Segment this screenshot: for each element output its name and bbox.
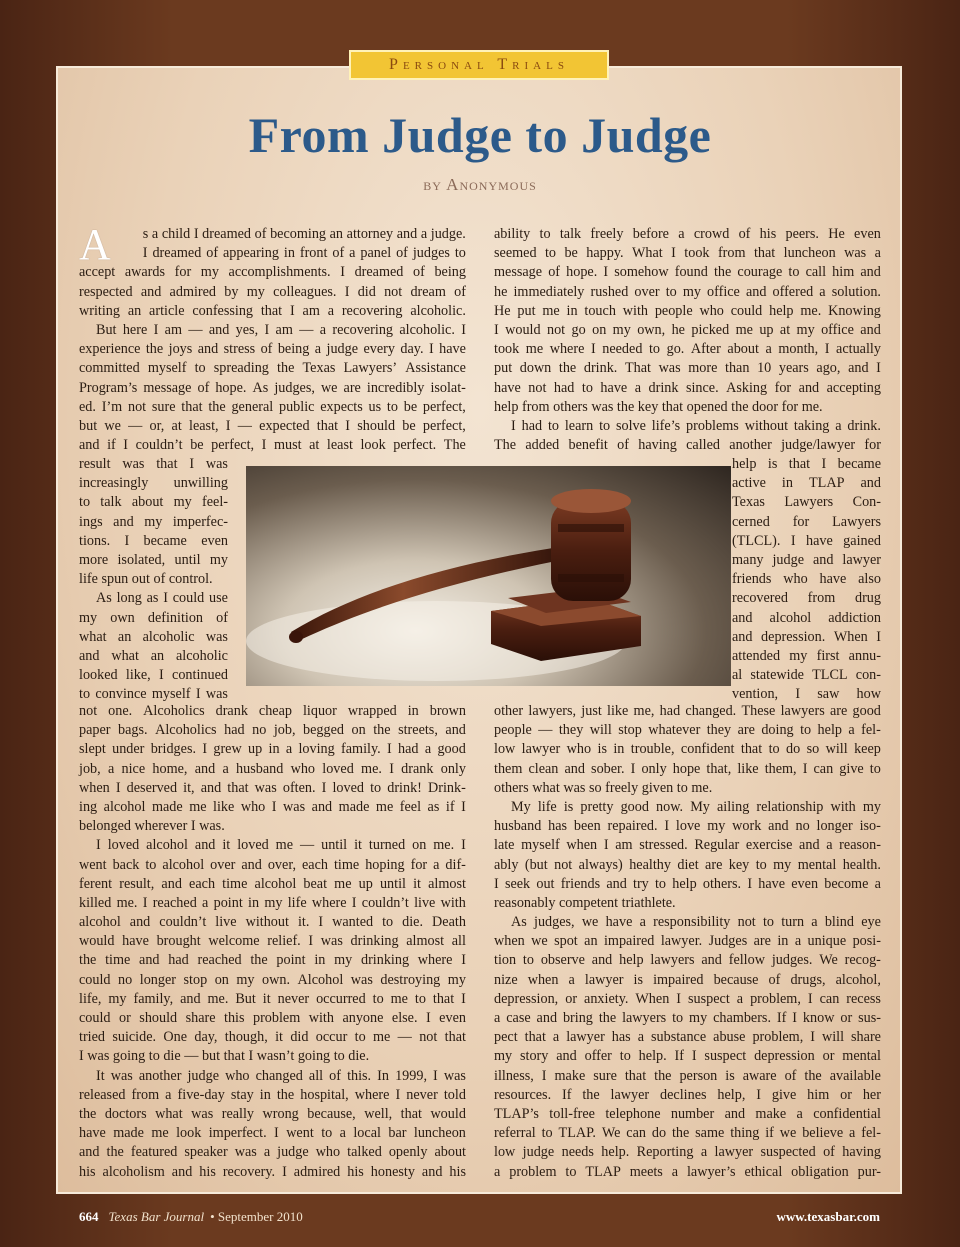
text-line: would have brought welcome relief. I was drinking almost all [79,933,466,950]
text-line: a case and bring the lawyers to my chambers. If I know or sus- [494,1010,881,1026]
text-line: and what an alcoholic [79,647,228,664]
text-line: have made me look imperfect. I went to a local bar luncheon [79,1125,466,1142]
text-line: attended my first annu- [732,647,881,664]
text-line: could or should share this problem with anyone else. I even [79,1010,466,1026]
text-line: writing an article confessing that I am a recovering alcoholic. [79,302,466,319]
column-2-bottom [494,702,881,1182]
text-line: result was that I was [79,456,228,472]
text-line: others what was so freely given to me. [494,779,713,796]
text-line: active in TLAP and [732,475,881,492]
text-line: went back to alcohol over and over, each time hoping for a dif- [79,856,466,873]
text-line: Texas Lawyers Con- [732,494,881,511]
text-line: low lawyer who is in trouble, confident that to do so will keep [494,741,881,758]
column-2-narrow [732,455,881,704]
text-line: al statewide TLCL con- [732,667,881,684]
text-line: more isolated, until my [79,551,228,568]
text-line: could no longer stop on my own. Alcohol was destroying my [79,971,466,988]
text-line: I seek out friends and try to help others. I have even become a [494,875,881,892]
text-line: reasonably competent triathlete. [494,894,676,911]
text-line: (TLCL). I have gained [732,532,881,549]
text-line: have not had to have a drink since. Asking for and accepting [494,379,881,396]
text-line: his alcoholism and his recovery. I admired his honesty and his [79,1163,466,1180]
text-line: resources. If the lawyer declines help, I give him or her [494,1086,881,1103]
text-line: I would not go on my own, he picked me up at my office and [494,321,881,338]
text-line: a problem to TLAP meets a lawyer’s ethical obligation pur- [494,1163,881,1180]
text-line: I loved alcohol and it loved me — until it turned on me. I [96,837,466,854]
text-line: my own definition of [79,609,228,626]
text-line: and if I couldn’t be perfect, I must at least look perfect. The [79,437,466,454]
text-line: the time and had reached the point in my drinking where I [79,952,466,969]
text-line: slept under bridges. I grew up in a loving family. I had a good [79,741,466,758]
text-line: what an alcoholic was [79,628,228,645]
text-line: people — they will stop whatever they are doing to help a fel- [494,722,881,739]
text-line: tion to observe and help lawyers and fellow judges. We recog- [494,952,881,969]
text-line: seemed to be happy. What I took from that luncheon was a [494,245,881,262]
article-byline: by Anonymous [423,175,537,194]
text-line: tried suicide. One day, though, it did occur to me — not that [79,1029,466,1046]
text-line: released from a five-day stay in the hospital, where I never told [79,1086,466,1103]
text-line: referral to TLAP. We can do the same thing if we believe a fel- [494,1125,881,1142]
text-line: He put me in touch with people who could help me. Knowing [494,302,881,319]
text-line: vention, I saw how [732,686,881,703]
text-line: looked like, I continued [79,667,228,684]
text-line: when we spot an impaired lawyer. Judges are in a unique posi- [494,933,881,950]
text-line: and alcohol addiction [732,609,881,626]
text-line: As judges, we have a responsibility not to turn a blind eye [511,914,881,931]
gavel-illustration [246,466,731,686]
text-line: life, my family, and me. But it never occurred to me to that I [79,990,466,1007]
footer-url[interactable]: www.texasbar.com [776,1209,880,1224]
text-line: I had to learn to solve life’s problems without taking a drink. [511,417,881,434]
text-line: help is that I became [732,456,881,472]
text-line: It was another judge who changed all of this. In 1999, I was [96,1067,466,1084]
text-line: the doctors what was really wrong because, well, that would [79,1105,466,1122]
text-line: My life is pretty good now. My ailing relationship with my [511,798,881,815]
text-line: he immediately rushed over to my office and offered a solution. [494,283,881,300]
text-line: ing alcohol made me like who I was and made me feel as if I [79,798,466,815]
text-line: other lawyers, just like me, had changed. These lawyers are good [494,703,881,719]
column-1-narrow [79,455,228,704]
text-line: recovered from drug [732,590,881,607]
text-line: nize when a lawyer is impaired because of drugs, alcohol, [494,971,881,988]
footer-separator: • [210,1209,215,1224]
gavel-photo [246,466,731,686]
text-line: experience the joys and stress of being a judge every day. I have [79,341,466,358]
text-line: and depression. When I [732,628,881,645]
text-line: ings and my imperfec- [79,513,228,530]
text-line: depression, or anxiety. When I suspect a problem, I can recess [494,990,881,1007]
text-line: put down the drink. That was more than 10 years ago, and I [494,360,881,377]
text-line: not one. Alcoholics drank cheap liquor wrapped in brown [79,703,466,719]
page-number: 664 [79,1209,99,1224]
text-line: husband has been repaired. I love my work and no longer iso- [494,818,881,835]
text-line: ferent result, and each time alcohol beat me up until it almost [79,875,466,892]
text-line: friends who have also [732,571,881,588]
text-line: s a child I dreamed of becoming an attorney and a judge. [142,226,466,242]
text-line: tions. I became even [79,532,228,549]
text-line: TLAP’s toll-free telephone number and make a confidential [494,1105,881,1122]
section-tag: Personal Trials [349,50,609,80]
journal-name: Texas Bar Journal [108,1209,205,1224]
text-line: alcohol and couldn’t live without it. I wanted to die. Death [79,914,466,931]
text-line: belonged wherever I was. [79,818,225,835]
column-1-top [79,220,466,455]
text-line: help from others was the key that opened the door for me. [494,398,823,415]
text-line: to convince myself I was [79,686,228,703]
text-line: and the featured speaker was a judge who talked openly about [79,1144,466,1161]
text-line: The added benefit of having called another judge/lawyer for [494,437,881,454]
article-title: From Judge to Judge [248,107,712,163]
text-line: increasingly unwilling [79,475,228,492]
text-line: my story and offer to help. If I suspect depression or mental [494,1048,881,1065]
text-line: to talk about my feel- [79,494,228,511]
text-line: took me where I needed to go. After about a month, I actually [494,341,881,358]
text-line: accept awards for my accomplishments. I dreamed of being [79,264,466,281]
text-line: low judge needs help. Reporting a lawyer suspected of having [494,1144,881,1161]
text-line: I dreamed of appearing in front of a panel of judges to [142,245,466,262]
text-line: respected and admired by my colleagues. I did not dream of [79,283,466,300]
text-line: illness, I make sure that the person is aware of the available [494,1067,881,1084]
text-line: ed. I’m not sure that the general public expects us to be perfect, [79,398,466,415]
text-line: when I deserved it, and that was often. I loved to drink! Drink- [79,779,466,796]
column-1-bottom [79,702,466,1182]
text-line: But here I am — and yes, I am — a recovering alcoholic. I [96,321,466,338]
text-line: paper bags. Alcoholics had no job, begged on the streets, and [79,722,466,739]
drop-cap: A [79,220,111,269]
text-line: but we — or, at least, I — expected that I should be perfect, [79,417,466,434]
text-line: life spun out of control. [79,571,213,588]
footer-left [79,1209,303,1225]
text-line: ability to talk freely before a crowd of his peers. He even [494,226,881,242]
text-line: As long as I could use [96,590,228,607]
text-line: I was going to die — but that I wasn’t going to die. [79,1048,370,1065]
text-line: late myself when I am stressed. Regular exercise and a reason- [494,837,881,854]
text-line: committed myself to spreading the Texas Lawyers’ Assistance [79,360,466,377]
issue-date: September 2010 [217,1209,303,1224]
text-line: killed me. I reached a point in my life where I couldn’t live with [79,894,466,911]
column-2-top [494,225,881,455]
text-line: cerned for Lawyers [732,513,881,530]
text-line: message of hope. I somehow found the courage to call him and [494,264,881,281]
text-line: job, a nice home, and a husband who loved me. I drank only [79,760,466,777]
text-line: them clean and sober. I only hope that, like them, I can give to [494,760,881,777]
text-line: ably (but not always) healthy diet are key to my mental health. [494,856,881,873]
text-line: many judge and lawyer [732,551,881,568]
text-line: Program’s message of hope. As judges, we are incredibly isolat- [79,379,466,396]
text-line: pect that a lawyer has a substance abuse problem, I will share [494,1029,881,1046]
